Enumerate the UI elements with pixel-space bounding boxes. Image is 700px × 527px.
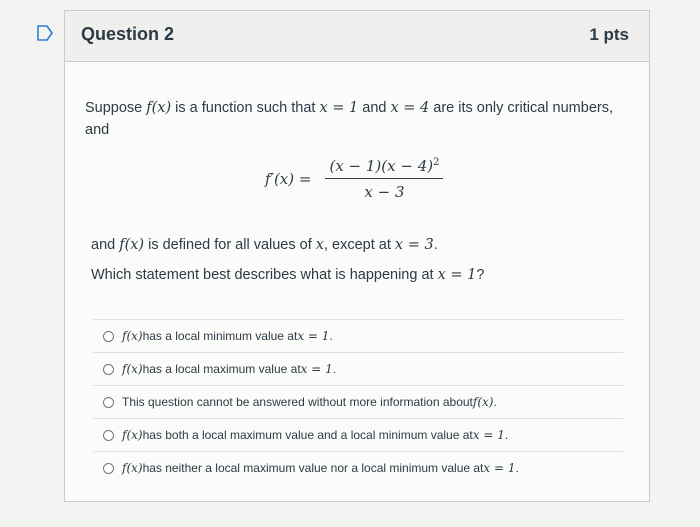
defined-statement (91, 237, 438, 253)
question-title: Question 2 (81, 24, 175, 44)
formula-denominator: x − 3 (364, 183, 405, 201)
option-text: has both a local maximum value and a local minimum value at (142, 428, 473, 442)
option-end: . (329, 329, 333, 343)
stem-text: is defined for all values of (144, 237, 316, 253)
option-math: f(x) (122, 362, 143, 376)
stem-text: is a function such that (171, 100, 320, 116)
radio-button[interactable] (103, 430, 114, 441)
question-header (65, 11, 649, 62)
radio-button[interactable] (103, 331, 114, 342)
option-math: x = 1 (300, 362, 333, 376)
radio-button[interactable] (103, 364, 114, 375)
stem-text: . (433, 237, 438, 253)
math-f-of-x: f(x) (146, 100, 172, 116)
option-math: x = 1 (483, 461, 516, 475)
numerator-exponent: 2 (433, 157, 440, 168)
derivative-formula (265, 149, 443, 209)
radio-button[interactable] (103, 397, 114, 408)
stem-text: and (358, 100, 391, 116)
option-end: . (504, 428, 509, 442)
answer-option-1[interactable] (93, 319, 623, 352)
formula-numerator (325, 157, 443, 178)
flag-question-icon[interactable] (36, 24, 54, 42)
math-x-eq-4: x = 4 (390, 100, 430, 116)
stem-text: Which statement best describes what is happening at (91, 267, 438, 283)
math-x: x (315, 237, 324, 253)
math-x-eq-3: x = 3 (394, 237, 434, 253)
answer-option-2[interactable] (93, 352, 623, 385)
stem-text: and (91, 237, 120, 253)
option-text: This question cannot be answered without more information about (122, 395, 473, 409)
option-math: x = 1 (472, 428, 505, 442)
option-math: f(x) (122, 428, 143, 442)
option-math: f(x) (122, 329, 143, 343)
math-f-of-x: f(x) (119, 237, 145, 253)
answer-option-5[interactable] (93, 451, 623, 484)
answer-option-4[interactable] (93, 418, 623, 451)
option-text: has a local maximum value at (142, 362, 301, 376)
answer-options (93, 319, 623, 484)
option-end: . (493, 395, 497, 409)
question-card (64, 10, 650, 502)
stem-text: are its only critical numbers, (429, 100, 613, 116)
stem-text: , except at (323, 237, 395, 253)
stem-text: ? (476, 267, 485, 283)
numerator-text: (x − 1)(x − 4) (329, 157, 434, 175)
question-points: 1 pts (589, 25, 629, 44)
answer-option-3[interactable] (93, 385, 623, 418)
option-math: f(x) (122, 461, 143, 475)
stem-text: Suppose (85, 100, 147, 116)
option-end: . (515, 461, 519, 475)
option-math: x = 1 (297, 329, 330, 343)
stem-text: and (85, 122, 110, 138)
radio-button[interactable] (103, 463, 114, 474)
option-math: f(x) (472, 395, 494, 409)
question-prompt (91, 267, 484, 283)
option-text: has a local minimum value at (142, 329, 298, 343)
question-stem (85, 97, 625, 141)
option-end: . (332, 362, 337, 376)
math-x-eq-1: x = 1 (319, 100, 359, 116)
math-x-eq-1: x = 1 (437, 267, 477, 283)
formula-fraction (325, 157, 443, 201)
option-text: has neither a local maximum value nor a local minimum value at (142, 461, 484, 475)
formula-lhs: f′(x) = (265, 170, 312, 188)
